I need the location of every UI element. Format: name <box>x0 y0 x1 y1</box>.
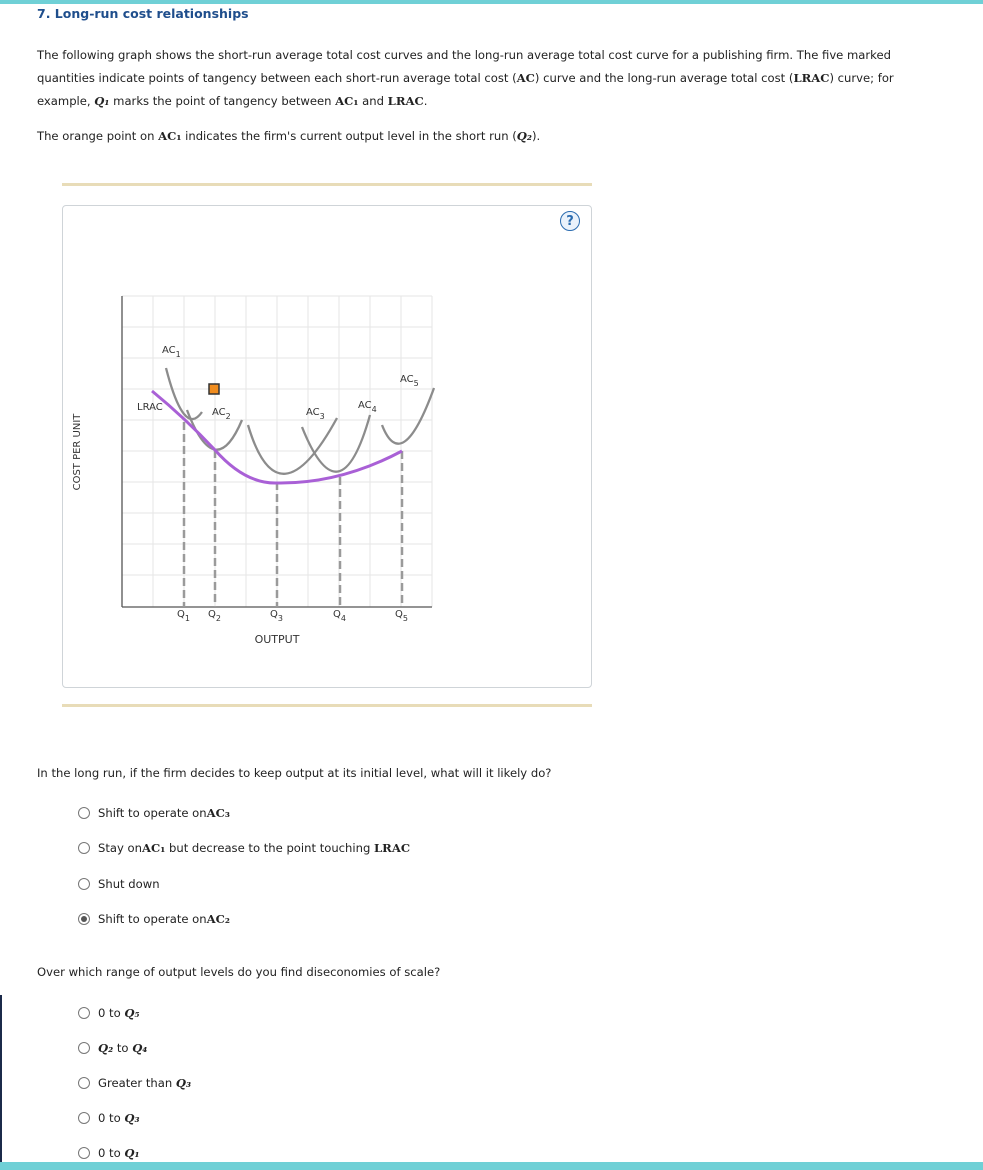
question-2-text: Over which range of output levels do you find diseconomies of scale? <box>37 965 441 979</box>
option-math: LRAC <box>374 841 411 855</box>
intro-text: ) curve; for example, <box>37 71 894 108</box>
curve-labels <box>137 345 419 421</box>
q2-option-1[interactable] <box>78 1006 140 1020</box>
option-math: Q₁ <box>124 1146 140 1160</box>
current-output-point[interactable] <box>209 384 219 394</box>
q1-option-2[interactable] <box>78 841 410 855</box>
q1-option-3[interactable] <box>78 877 160 891</box>
q1-label: $Q_1$ <box>177 609 190 623</box>
help-button[interactable]: ? <box>560 211 580 231</box>
intro-text: The orange point on <box>37 129 159 143</box>
option-text: 0 to <box>98 1006 125 1020</box>
radio-button[interactable] <box>78 842 90 854</box>
option-text: Shift to operate on <box>98 806 207 820</box>
intro-text: . <box>423 94 428 108</box>
intro-text: marks the point of tangency between <box>109 94 336 108</box>
intro-text: indicates the firm's current output level in the short run ( <box>181 129 517 143</box>
option-math: Q₄ <box>132 1041 148 1055</box>
option-math: Q₂ <box>98 1041 114 1055</box>
math-q2: Q₂ <box>516 129 532 143</box>
intro-text: The following graph shows the short-run average total cost curves and the long-run average total cost curve for a publishing firm. The five marked quantities indicate points of tangency between each short-run average total cost ( <box>37 48 891 85</box>
math-ac: AC <box>516 71 535 85</box>
q1-option-4[interactable] <box>78 912 230 926</box>
ac4-label: $AC_4$ <box>358 400 377 414</box>
ac3-label: $AC_3$ <box>306 407 325 421</box>
ac4-curve <box>302 415 370 472</box>
q2-option-3[interactable] <box>78 1076 191 1090</box>
intro-text: ) curve and the long-run average total cost ( <box>534 71 794 85</box>
math-lrac: LRAC <box>793 71 830 85</box>
q3-label: $Q_3$ <box>270 609 283 623</box>
q2-label: $Q_2$ <box>208 609 221 623</box>
q5-label: $Q_5$ <box>395 609 408 623</box>
lrac-label: LRAC <box>137 402 163 413</box>
radio-button[interactable] <box>78 1077 90 1089</box>
question-title: 7. Long-run cost relationships <box>37 6 249 21</box>
option-text: 0 to <box>98 1111 125 1125</box>
quantity-labels <box>177 609 408 623</box>
y-axis-label: COST PER UNIT <box>72 413 83 491</box>
math-ac1: AC₁ <box>335 94 359 108</box>
option-math: Q₅ <box>124 1006 140 1020</box>
short-run-curves <box>166 368 434 474</box>
radio-button[interactable] <box>78 1112 90 1124</box>
math-ac1: AC₁ <box>158 129 182 143</box>
q2-option-2[interactable] <box>78 1041 147 1055</box>
q2-option-4[interactable] <box>78 1111 140 1125</box>
option-text: Stay on <box>98 841 142 855</box>
option-text: to <box>113 1041 133 1055</box>
option-math: Q₃ <box>124 1111 140 1125</box>
q2-option-5[interactable] <box>78 1146 140 1160</box>
ac2-label: $AC_2$ <box>212 407 231 421</box>
intro-text: and <box>358 94 388 108</box>
math-lrac: LRAC <box>387 94 424 108</box>
radio-button[interactable] <box>78 807 90 819</box>
option-text: Shift to operate on <box>98 912 207 926</box>
bottom-accent-bar <box>0 1162 983 1170</box>
option-math: Q₃ <box>175 1076 192 1090</box>
option-text: but decrease to the point touching <box>165 841 375 855</box>
radio-button[interactable] <box>78 1007 90 1019</box>
radio-button[interactable] <box>78 1147 90 1159</box>
option-math: AC₁ <box>142 841 166 855</box>
question-1-text: In the long run, if the firm decides to keep output at its initial level, what will it likely do? <box>37 766 552 780</box>
ac5-curve <box>382 388 434 444</box>
option-math: AC₂ <box>206 912 230 926</box>
intro-text: ). <box>531 129 541 143</box>
left-accent-rule <box>0 995 2 1162</box>
radio-button[interactable] <box>78 1042 90 1054</box>
ac5-label: $AC_5$ <box>400 374 419 388</box>
option-text: Shut down <box>98 877 160 891</box>
option-text: Greater than <box>98 1076 176 1090</box>
q1-option-1[interactable] <box>78 806 230 820</box>
option-text: 0 to <box>98 1146 125 1160</box>
x-axis-label: OUTPUT <box>254 633 300 646</box>
math-q1: Q₁ <box>94 94 110 108</box>
ac1-label: $AC_1$ <box>162 345 181 359</box>
radio-button[interactable] <box>78 878 90 890</box>
radio-button-selected[interactable] <box>78 913 90 925</box>
q4-label: $Q_4$ <box>333 609 346 623</box>
option-math: AC₃ <box>206 806 230 820</box>
